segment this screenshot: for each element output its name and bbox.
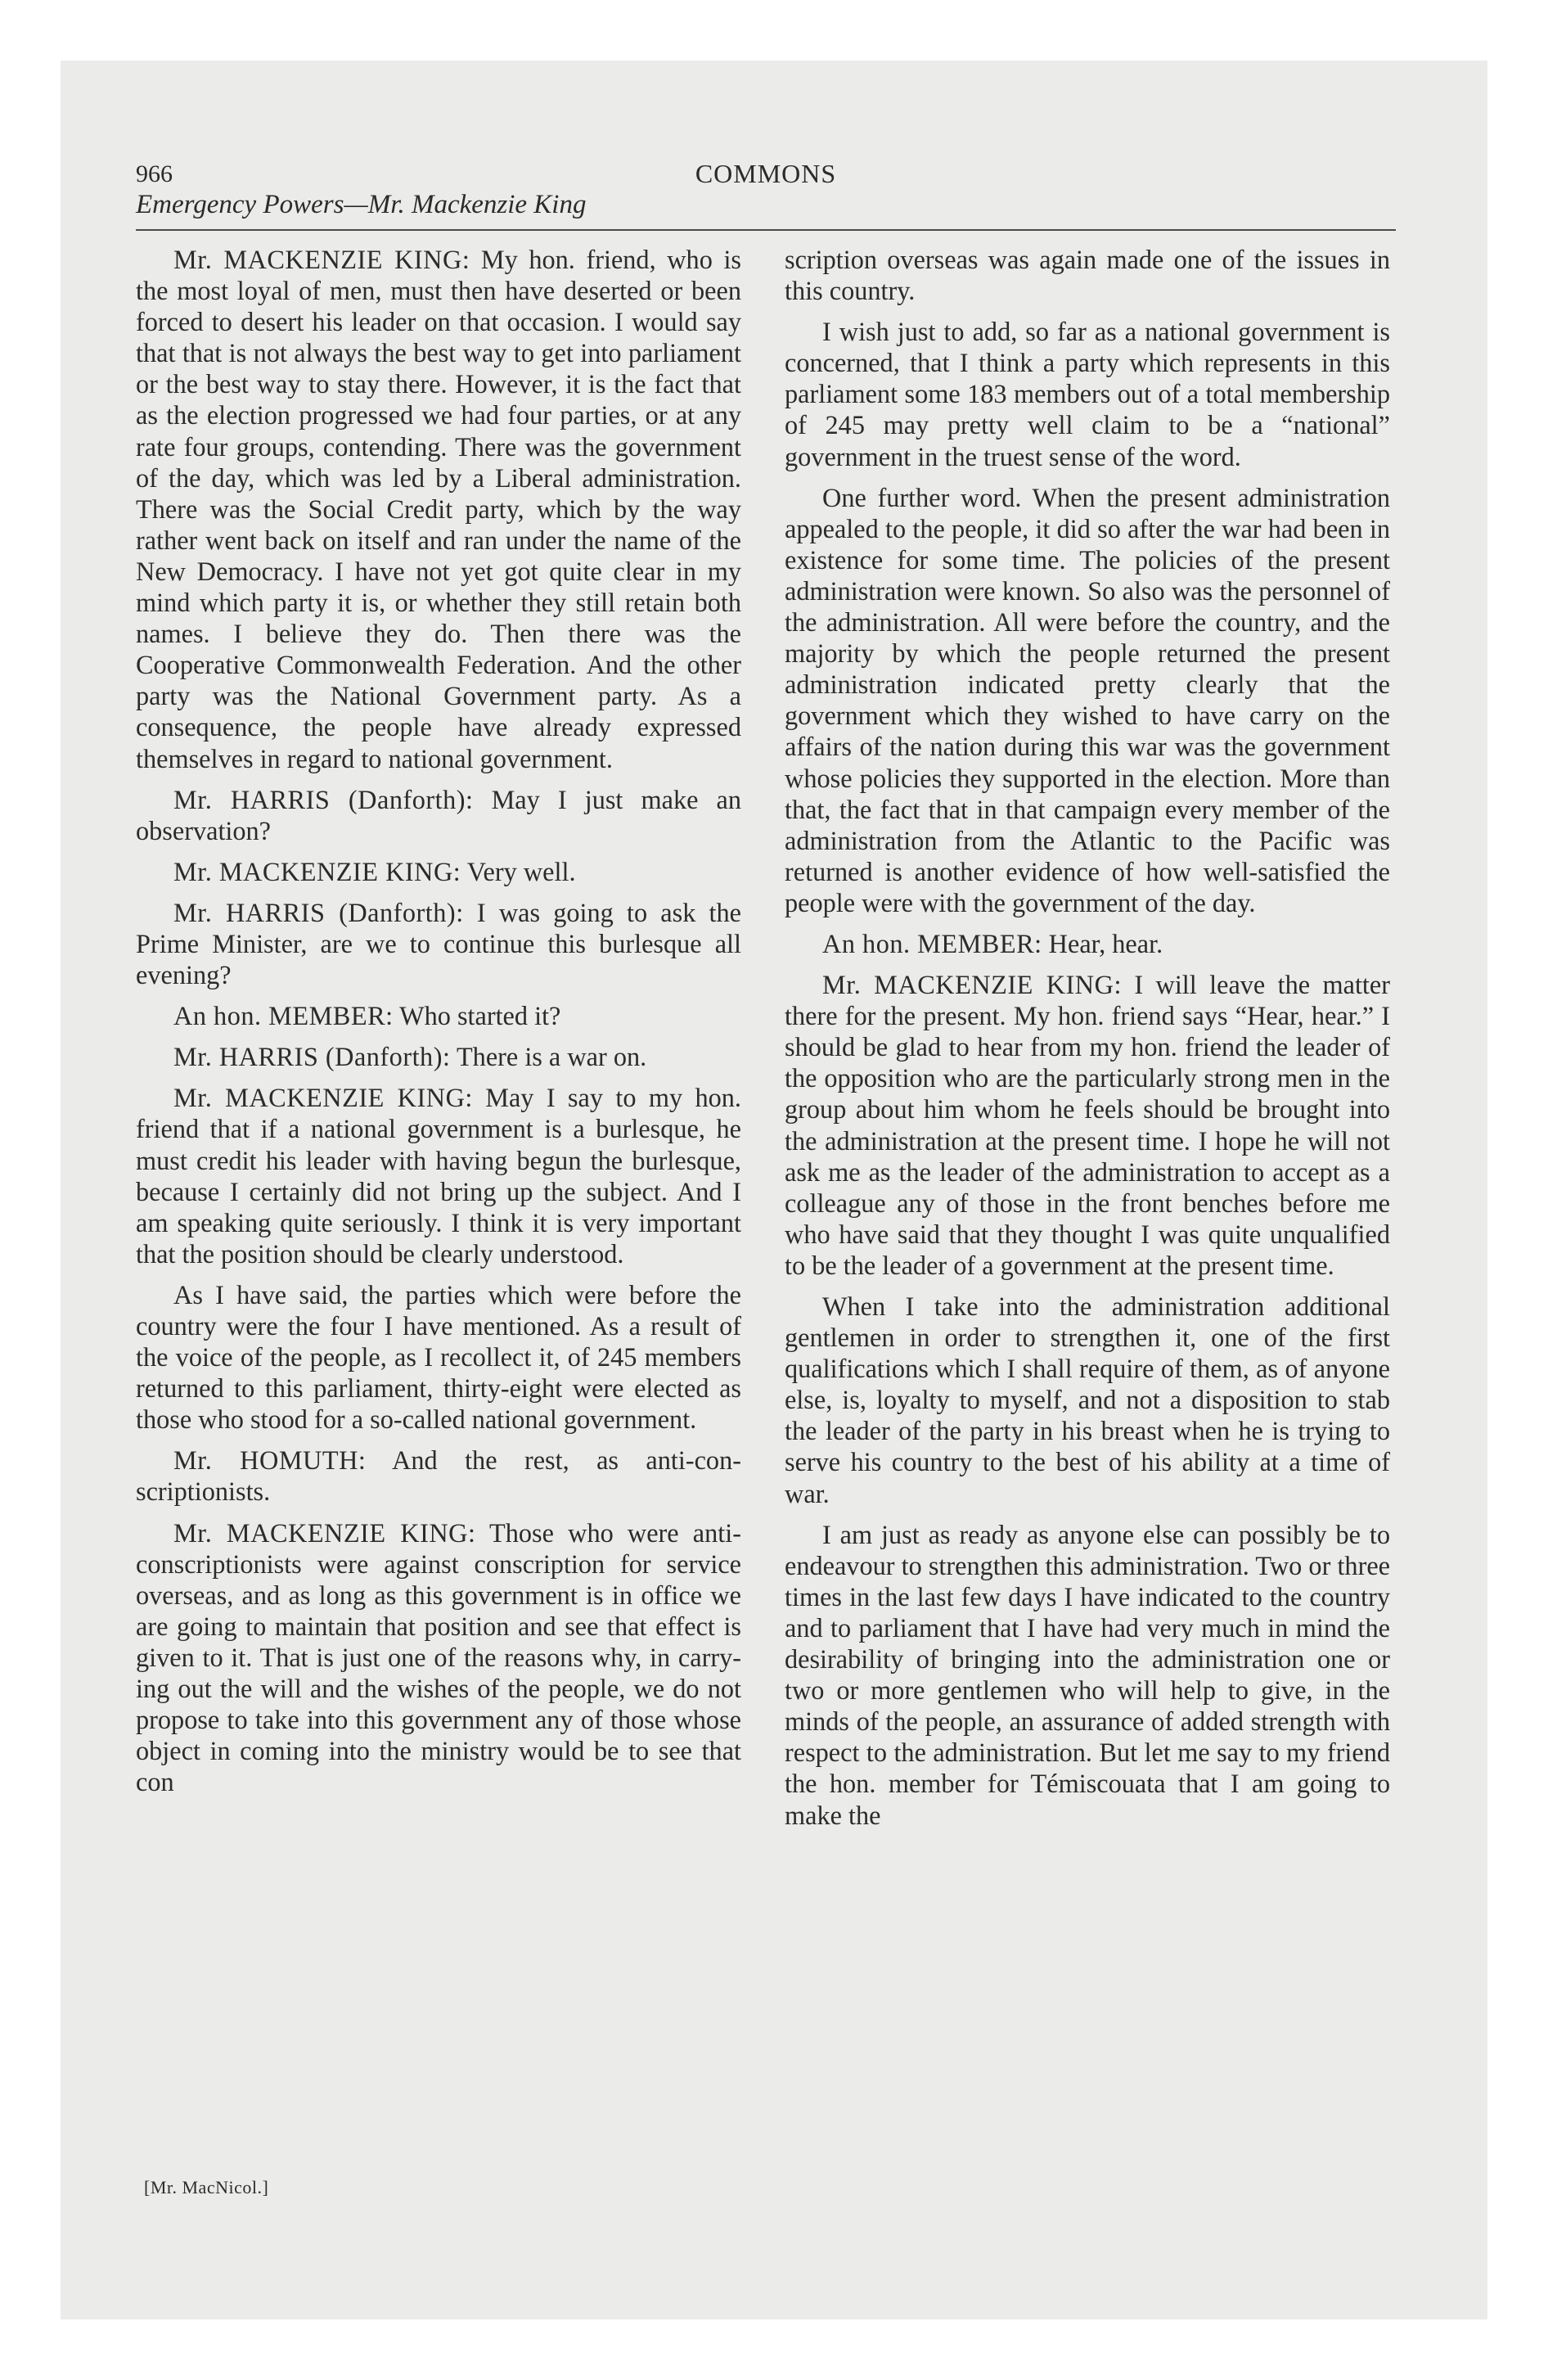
paragraph: [785, 1519, 1390, 1831]
paragraph: [785, 928, 1390, 959]
paragraph-text: Who started it?: [399, 1001, 561, 1031]
speaker-name: An hon. MEMBER:: [822, 928, 1042, 958]
speaker-name: Mr. HARRIS (Danforth):: [173, 784, 474, 814]
header-rule: [136, 229, 1396, 231]
paragraph-text: My hon. friend, who is the most loyal of men, must then have deserted or been forced to desert his leader on that occasion. I would say that that is not always the best way to get into parliament or the best way to stay there. However, it is the fact that as the election progressed we had four parties, or at any rate four groups, contending. There was the government of the day, which was led by a Liberal administration. There was the Social Credit party, which by the way rather went back on itself and ran under the name of the New Democracy. I have not yet got quite clear in my mind which party it is, or whether they still retain both names. I believe they do. Then there was the Cooperative Commonwealth Federation. And the other party was the National Government party. As a consequence, the people have already expressed themselves in regard to national government.: [136, 245, 741, 773]
paragraph-text: As I have said, the parties which were before the country were the four I have mentioned. As a result of the voice of the people, as I recollect it, of 245 members returned to this parliament, thirty-eight were elected as those who stood for a so-called national government.: [136, 1279, 741, 1435]
speaker-name: Mr. HARRIS (Danforth):: [173, 1042, 451, 1072]
paragraph: [136, 897, 741, 990]
paragraph-text: One further word. When the present administration appealed to the people, it did so after the war had been in existence for some time. The policies of the present administration were known. So also was the personnel of the administration. All were before the country, and the majority by which the people returned the present administration indicated pretty clearly that the government which they wished to have carry on the affairs of the nation during this war was the government whose policies they supported in the election. More than that, the fact that in that campaign every member of the administration from the Atlantic to the Pacific was returned is another evidence of how well-satisfied the people were with the government of the day.: [785, 482, 1390, 917]
paragraph: [136, 244, 741, 774]
paragraph: [136, 784, 741, 846]
paragraph-text: And the rest, as anti-conscriptionists.: [136, 1445, 741, 1507]
paragraph: [785, 316, 1390, 471]
paragraph-text: I will leave the matter there for the present. My hon. friend says “Hear, hear.” I should be glad to hear from my hon. friend the leader of the opposition who are the particularly strong men in the group about him whom he feels should be brought into the administration at the present time. I hope he will not ask me as the leader of the administration to accept as a colleague any of those in the front benches before me who have said that they thought I was quite unqualified to be the leader of a government at the present time.: [785, 970, 1390, 1280]
paragraph: [785, 482, 1390, 918]
footer-note: [Mr. MacNicol.]: [144, 2177, 269, 2197]
paragraph: [136, 856, 741, 887]
paragraph-text: When I take into the administration additional gentlemen in order to strengthen it, one of the first qualifications which I shall require of them, as of anyone else, is, loyalty to myself, and not a disposition to stab the leader of the party in his breast when he is trying to serve his country to the best of his ability at a time of war.: [785, 1291, 1390, 1508]
paragraph: [785, 1291, 1390, 1509]
left-column: [136, 244, 741, 1807]
paragraph: [136, 1082, 741, 1269]
paragraph: [136, 1517, 741, 1798]
paragraph: [136, 1279, 741, 1435]
speaker-name: An hon. MEMBER:: [173, 1001, 394, 1031]
paragraph-text: May I say to my hon. friend that if a national government is a burlesque, he must credit his leader with having begun the burlesque, because I certainly did not bring up the subject. And I am speaking quite seriously. I think it is very important that the position should be clearly understood.: [136, 1083, 741, 1269]
right-column: [785, 244, 1390, 1841]
paragraph-text: I am just as ready as anyone else can possibly be to endeavour to strengthen this administration. Two or three times in the last few days I have indicated to the country and to parliament that I have had very much in mind the desirability of bringing into the administration one or two or more gentlemen who will help to give, in the minds of the people, an assurance of added strength with respect to the administration. But let me say to my friend the hon. member for Témiscouata that I am going to make the: [785, 1519, 1390, 1830]
running-title: COMMONS: [695, 159, 837, 188]
speaker-name: Mr. MACKENZIE KING:: [822, 970, 1122, 1000]
hansard-page: [136, 147, 1396, 2210]
speaker-name: Mr. MACKENZIE KING:: [173, 245, 470, 274]
page-number: 966: [136, 160, 173, 187]
paragraph-text: There is a war on.: [456, 1042, 647, 1072]
paragraph-text: May I just make an observation?: [136, 784, 742, 845]
paragraph: [785, 969, 1390, 1281]
speaker-name: Mr. MACKENZIE KING:: [173, 856, 461, 886]
paragraph-text: I was going to ask the Prime Minister, are we to continue this burlesque all evening?: [136, 897, 742, 990]
paragraph-text: scription overseas was again made one of the issues in this country.: [785, 245, 1390, 306]
speaker-name: Mr. MACKENZIE KING:: [173, 1083, 473, 1113]
paragraph-text: Very well.: [466, 856, 576, 886]
paragraph: [136, 1445, 741, 1507]
paragraph-text: I wish just to add, so far as a national government is concerned, that I think a party which represents in this parliament some 183 members out of a total membership of 245 may pretty well claim to be a “national” government in the truest sense of the word.: [785, 317, 1390, 471]
paragraph: [136, 1000, 741, 1031]
paragraph-text: Those who were anti-conscriptionists were against conscription for service overseas, and as long as this government is in office we are going to maintain that position and see that effect is given to it. That is just one of the reasons why, in carrying out the will and the wishes of the people, we do not propose to take into this government any of those whose object in coming into the ministry would be to see that con: [136, 1517, 741, 1797]
paragraph: [785, 244, 1390, 306]
speaker-name: Mr. HARRIS (Danforth):: [173, 897, 464, 927]
paragraph: [136, 1041, 741, 1072]
speaker-name: Mr. MACKENZIE KING:: [173, 1517, 476, 1548]
paragraph-text: Hear, hear.: [1048, 928, 1163, 958]
section-heading: Emergency Powers—Mr. Mackenzie King: [136, 190, 587, 219]
speaker-name: Mr. HOMUTH:: [173, 1445, 367, 1476]
